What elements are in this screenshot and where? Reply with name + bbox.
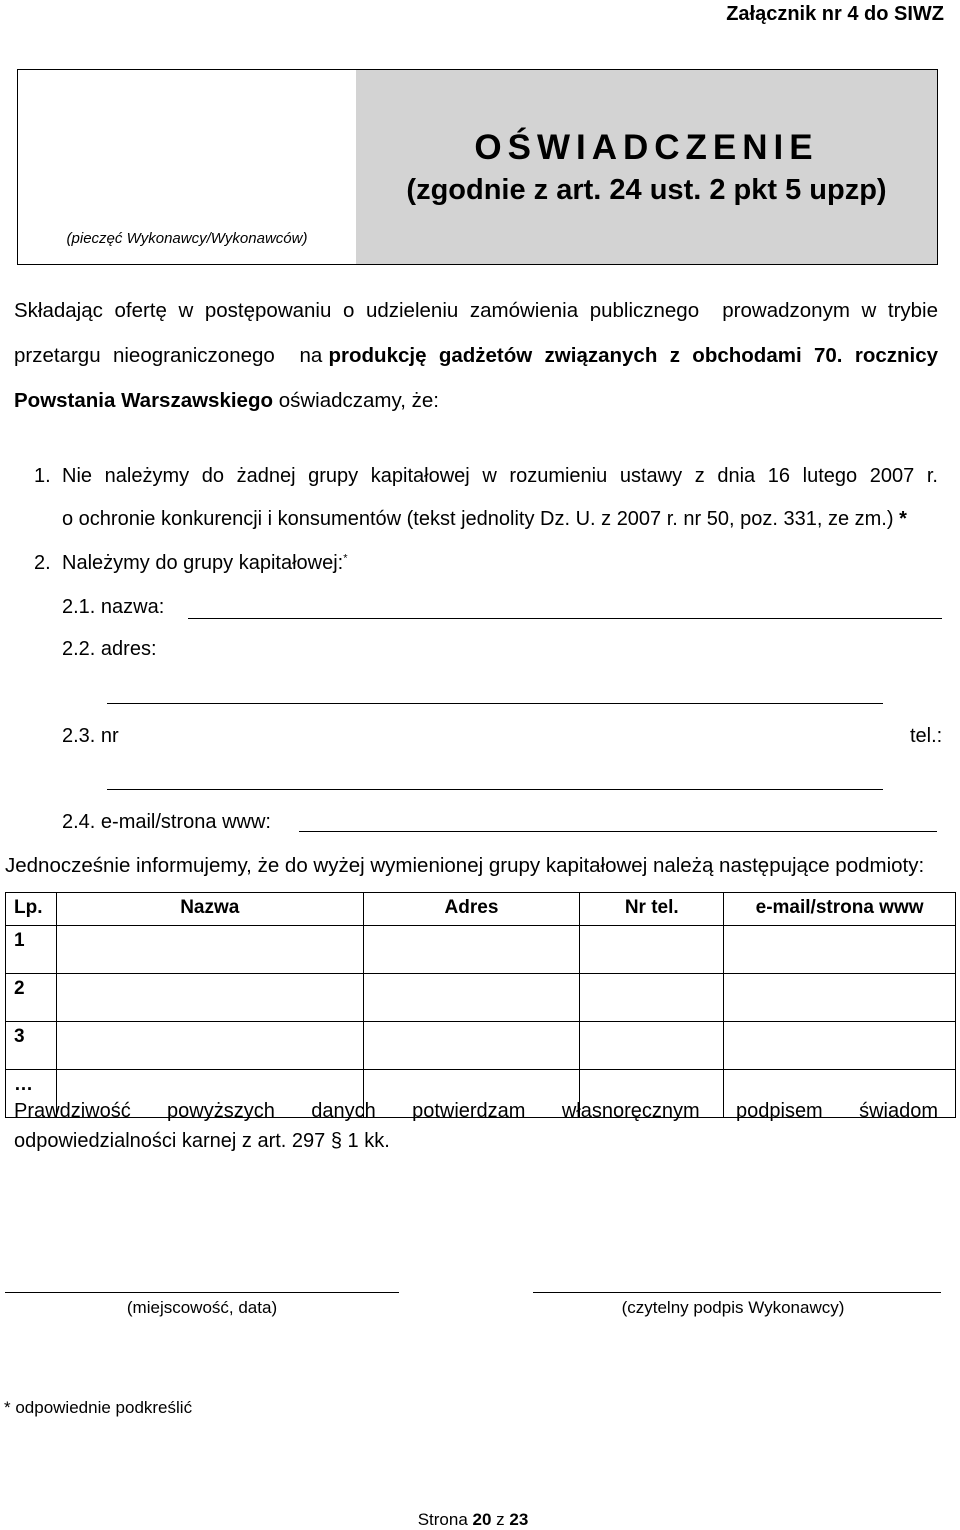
cell-email[interactable] bbox=[724, 926, 956, 974]
cell-name[interactable] bbox=[56, 1022, 363, 1070]
point-2-footnote-mark: * bbox=[343, 552, 348, 565]
col-header-lp: Lp. bbox=[6, 893, 57, 926]
stamp-area bbox=[18, 70, 357, 264]
table-row bbox=[6, 974, 956, 1022]
field-2-3-label: 2.3. nr bbox=[62, 725, 119, 747]
intro-line-3b: oświadczamy, że: bbox=[273, 389, 439, 412]
field-2-2-address-line[interactable] bbox=[107, 703, 883, 704]
annex-label: Załącznik nr 4 do SIWZ bbox=[726, 3, 944, 25]
page-number bbox=[0, 1510, 946, 1530]
col-header-phone: Nr tel. bbox=[580, 893, 724, 926]
cell-name[interactable] bbox=[56, 974, 363, 1022]
intro-paragraph bbox=[14, 288, 938, 423]
field-2-3-tel-label: tel.: bbox=[910, 725, 943, 747]
field-2-1-name-line[interactable] bbox=[188, 618, 942, 619]
stamp-caption: (pieczęć Wykonawcy/Wykonawców) bbox=[66, 230, 308, 247]
group-members-table bbox=[5, 892, 956, 1118]
row-number: 2 bbox=[6, 974, 57, 1022]
page-mid: z bbox=[491, 1510, 510, 1529]
point-2-number: 2. bbox=[34, 552, 51, 574]
cell-address[interactable] bbox=[363, 974, 580, 1022]
subject-of-order-cont: Powstania Warszawskiego bbox=[14, 389, 273, 412]
document-subtitle: (zgodnie z art. 24 ust. 2 pkt 5 upzp) bbox=[406, 174, 887, 206]
row-number: 3 bbox=[6, 1022, 57, 1070]
col-header-name: Nazwa bbox=[56, 893, 363, 926]
place-date-line[interactable] bbox=[5, 1292, 399, 1293]
row-number: 1 bbox=[6, 926, 57, 974]
place-date-caption: (miejscowość, data) bbox=[126, 1298, 278, 1317]
field-2-1-label: 2.1. nazwa: bbox=[62, 596, 165, 618]
subject-of-order: produkcję gadżetów związanych z obchodami 70. rocznicy bbox=[328, 344, 939, 367]
group-members-statement: Jednocześnie informujemy, że do wyżej wymienionej grupy kapitałowej należą następujące podmioty: bbox=[5, 854, 925, 877]
cell-phone[interactable] bbox=[580, 926, 724, 974]
row-number: … bbox=[6, 1070, 57, 1118]
field-2-3-number-line[interactable] bbox=[107, 789, 883, 790]
stamp-title-box bbox=[17, 69, 938, 265]
table-row bbox=[6, 1022, 956, 1070]
current-page: 20 bbox=[472, 1510, 492, 1529]
cell-name[interactable] bbox=[56, 926, 363, 974]
point-1-number: 1. bbox=[34, 465, 51, 487]
document-title: OŚWIADCZENIE bbox=[474, 128, 819, 167]
truth-statement-line-1: Prawdziwość powyższych danych potwierdzam własnoręcznym podpisem świadom bbox=[14, 1100, 938, 1122]
point-2-label: Należymy do grupy kapitałowej: bbox=[62, 552, 344, 574]
point-1-line-1: Nie należymy do żadnej grupy kapitałowej w rozumieniu ustawy z dnia 16 lutego 2007 r. bbox=[62, 465, 938, 487]
point-1-line-2-text: o ochronie konkurencji i konsumentów (tekst jednolity Dz. U. z 2007 r. nr 50, poz. 331, ze zm.) bbox=[62, 508, 894, 530]
intro-line-3 bbox=[14, 378, 938, 423]
field-2-4-label: 2.4. e-mail/strona www: bbox=[62, 811, 271, 833]
cell-address[interactable] bbox=[363, 1022, 580, 1070]
footnote: * odpowiednie podkreślić bbox=[4, 1398, 193, 1417]
signature-line[interactable] bbox=[533, 1292, 941, 1293]
cell-phone[interactable] bbox=[580, 974, 724, 1022]
field-2-4-email-line[interactable] bbox=[299, 831, 937, 832]
point-2-text bbox=[62, 552, 348, 575]
total-pages: 23 bbox=[509, 1510, 529, 1529]
intro-line-2a: przetargu nieograniczonego na bbox=[14, 344, 329, 367]
table-header-row bbox=[6, 893, 956, 926]
intro-line-2 bbox=[14, 333, 938, 378]
cell-email[interactable] bbox=[724, 1022, 956, 1070]
signature-caption: (czytelny podpis Wykonawcy) bbox=[621, 1298, 845, 1317]
point-1-line-2 bbox=[62, 508, 907, 531]
table-row bbox=[6, 926, 956, 974]
cell-email[interactable] bbox=[724, 974, 956, 1022]
cell-address[interactable] bbox=[363, 926, 580, 974]
title-panel bbox=[356, 70, 937, 264]
field-2-2-label: 2.2. adres: bbox=[62, 638, 157, 660]
col-header-email: e-mail/strona www bbox=[724, 893, 956, 926]
intro-line-1: Składając ofertę w postępowaniu o udzieleniu zamówienia publicznego prowadzonym w trybie bbox=[14, 299, 938, 322]
point-1-asterisk: * bbox=[893, 508, 907, 530]
col-header-address: Adres bbox=[363, 893, 580, 926]
truth-statement-line-2: odpowiedzialności karnej z art. 297 § 1 kk. bbox=[14, 1130, 390, 1152]
page-prefix: Strona bbox=[417, 1510, 473, 1529]
cell-phone[interactable] bbox=[580, 1022, 724, 1070]
